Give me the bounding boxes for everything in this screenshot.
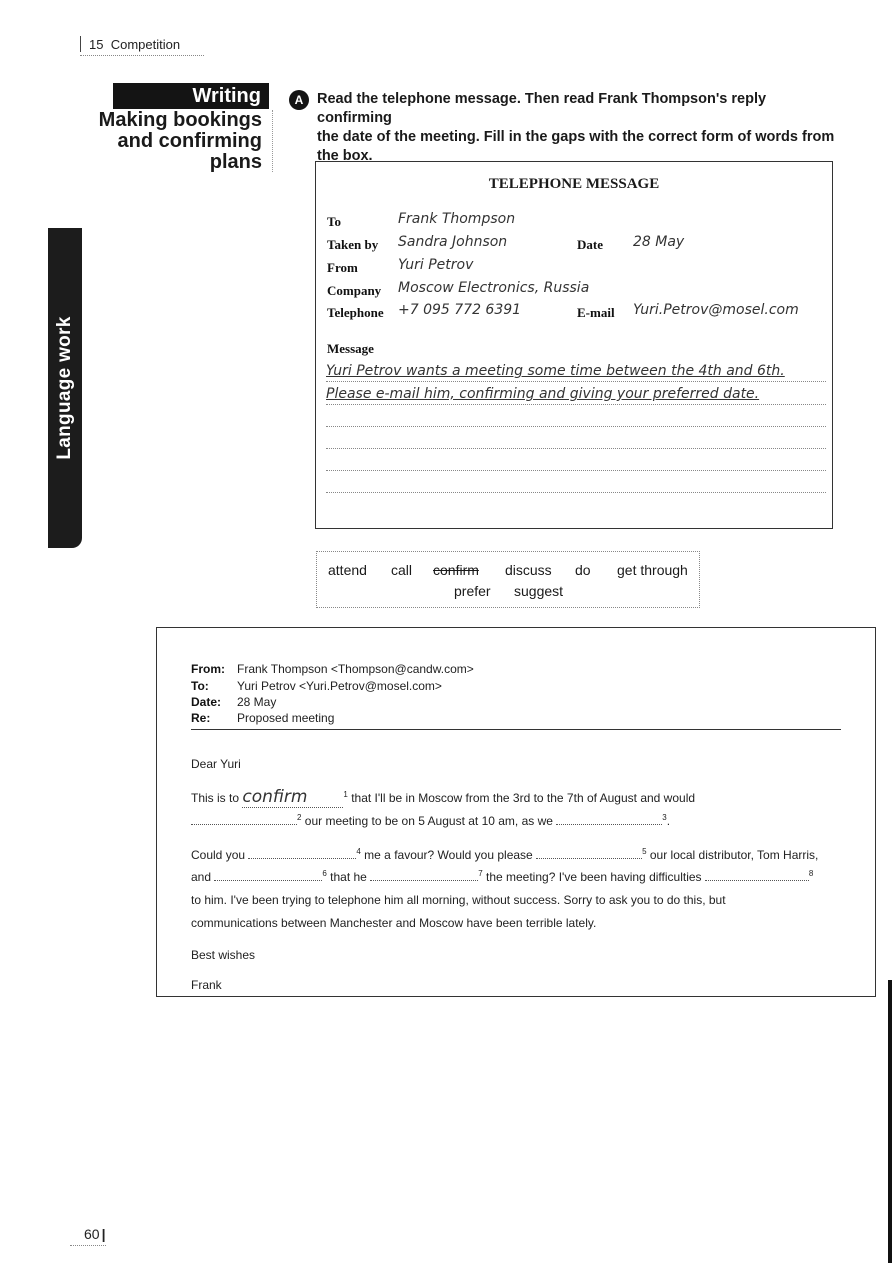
word: do [575, 562, 591, 578]
gap-number: 2 [297, 813, 302, 822]
email-line-2 [191, 813, 670, 828]
email-value: Yuri.Petrov@mosel.com [633, 302, 799, 318]
from-label: From [327, 260, 358, 275]
gap-4[interactable] [248, 849, 356, 859]
email-text: the meeting? I've been having difficulties [482, 870, 702, 884]
header-divider [80, 36, 81, 52]
section-title-line: Making bookings [98, 109, 262, 131]
section-title-line: plans [209, 151, 262, 173]
email-text: . [666, 814, 671, 828]
email-from-value: Frank Thompson <Thompson@candw.com> [237, 662, 474, 676]
to-label: To [327, 214, 341, 229]
header-underline [80, 55, 204, 56]
telephone-message-form [315, 161, 833, 529]
instruction-line: the box. [317, 148, 373, 164]
email-line-1 [191, 787, 695, 807]
email-line-5: to him. I've been trying to telephone him all morning, without success. Sorry to ask you to do this, but [191, 893, 726, 907]
email-text: that he [326, 870, 367, 884]
word-struck: confirm [433, 562, 479, 578]
page-corner-mark: | [101, 1226, 106, 1242]
word: prefer [454, 583, 491, 599]
gap-3[interactable] [556, 815, 662, 825]
email-closing: Best wishes [191, 948, 256, 962]
date-value: 28 May [633, 234, 685, 250]
email-text: me a favour? Would you please [360, 848, 533, 862]
side-tab [48, 228, 82, 548]
email-subject-value: Proposed meeting [237, 711, 335, 725]
gap-8[interactable] [705, 871, 809, 881]
section-title-line: and confirming [117, 130, 262, 152]
message-rule [326, 492, 826, 493]
email-label: E-mail [577, 305, 615, 320]
exercise-instruction [317, 90, 837, 166]
gap-number: 7 [478, 869, 483, 878]
email-date-row [191, 695, 276, 709]
unit-number: 15 [89, 37, 104, 52]
email-to-row [191, 679, 442, 693]
message-rule [326, 448, 826, 449]
email-signature: Frank [191, 978, 222, 992]
taken-by-label: Taken by [327, 237, 379, 252]
message-rule [326, 404, 826, 405]
word: discuss [505, 562, 552, 578]
email-text: This is to [191, 791, 240, 805]
telephone-label: Telephone [327, 305, 384, 320]
side-tab-label: Language work [54, 316, 75, 460]
telephone-message-title: TELEPHONE MESSAGE [488, 176, 660, 192]
email-subject-label: Re: [191, 711, 211, 725]
gap-2[interactable] [191, 815, 297, 825]
gap-number: 5 [642, 847, 647, 856]
page-number [84, 1226, 106, 1242]
email-subject-row [191, 711, 334, 725]
email-greeting: Dear Yuri [191, 757, 241, 771]
gap-number: 1 [343, 790, 348, 799]
message-rule [326, 470, 826, 471]
instruction-line: the date of the meeting. Fill in the gaps with the correct form of words from [317, 129, 835, 145]
word-box [316, 551, 700, 608]
email-message [156, 627, 876, 997]
page-edge-shadow [888, 980, 892, 1263]
company-value: Moscow Electronics, Russia [398, 280, 590, 296]
message-line: Yuri Petrov wants a meeting some time between the 4th and 6th. [326, 363, 785, 379]
to-value: Frank Thompson [398, 211, 516, 227]
from-value: Yuri Petrov [398, 257, 474, 273]
email-line-4 [191, 869, 813, 884]
word: get through [617, 562, 688, 578]
email-text: our meeting to be on 5 August at 10 am, as we [301, 814, 553, 828]
email-from-row [191, 662, 474, 676]
heading-divider [272, 110, 273, 172]
page-number-underline [70, 1245, 106, 1246]
gap-5[interactable] [536, 849, 642, 859]
email-text: that I'll be in Moscow from the 3rd to the 7th of August and would [347, 791, 696, 805]
email-from-label: From: [191, 662, 225, 676]
writing-label: Writing [113, 83, 269, 109]
gap-number: 3 [662, 813, 667, 822]
page-number-value: 60 [84, 1226, 100, 1242]
unit-title: Competition [110, 37, 181, 52]
message-label: Message [327, 341, 374, 356]
email-text: Could you [191, 848, 246, 862]
email-to-label: To: [191, 679, 209, 693]
telephone-value: +7 095 772 6391 [398, 302, 522, 318]
email-line-3 [191, 847, 818, 862]
word: attend [328, 562, 367, 578]
word: suggest [514, 583, 564, 599]
email-to-value: Yuri Petrov <Yuri.Petrov@mosel.com> [237, 679, 442, 693]
exercise-badge: A [289, 90, 309, 110]
message-rule [326, 381, 826, 382]
section-title [96, 110, 262, 173]
word: call [391, 562, 413, 578]
email-line-6: communications between Manchester and Moscow have been terrible lately. [191, 916, 597, 930]
email-text: our local distributor, Tom Harris, [646, 848, 819, 862]
message-rule [326, 426, 826, 427]
running-header [80, 36, 180, 52]
email-date-label: Date: [191, 695, 222, 709]
gap-number: 8 [808, 869, 814, 878]
gap-1-answer: confirm [242, 787, 343, 808]
gap-number: 6 [322, 869, 327, 878]
email-date-value: 28 May [237, 695, 277, 709]
gap-number: 4 [356, 847, 361, 856]
email-header-separator [191, 729, 841, 730]
taken-by-value: Sandra Johnson [398, 234, 508, 250]
gap-6[interactable] [214, 871, 322, 881]
date-label: Date [577, 237, 603, 252]
message-line: Please e-mail him, confirming and giving your preferred date. [326, 386, 760, 402]
instruction-line: Read the telephone message. Then read Frank Thompson's reply confirming [317, 91, 767, 126]
company-label: Company [327, 283, 382, 298]
gap-7[interactable] [370, 871, 478, 881]
email-text: and [191, 870, 212, 884]
